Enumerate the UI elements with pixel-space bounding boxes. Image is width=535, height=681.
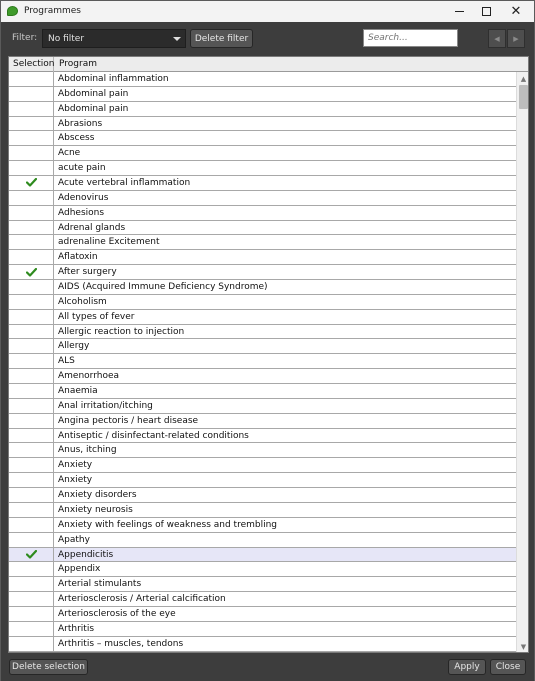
column-header-selection[interactable]: Selection: [9, 57, 54, 72]
program-name-cell: Abdominal pain: [58, 103, 129, 114]
selection-cell[interactable]: [9, 339, 54, 353]
table-row[interactable]: [9, 562, 516, 577]
selection-cell[interactable]: [9, 577, 54, 591]
minimize-button[interactable]: [446, 1, 472, 22]
window-title: Programmes: [24, 6, 81, 16]
program-name-cell: Arteriosclerosis of the eye: [58, 608, 176, 619]
table-row[interactable]: [9, 325, 516, 340]
selection-cell[interactable]: [9, 325, 54, 339]
selection-cell[interactable]: [9, 503, 54, 517]
scroll-down-button[interactable]: [517, 640, 529, 653]
selection-cell[interactable]: [9, 533, 54, 547]
selection-cell[interactable]: [9, 562, 54, 576]
selection-cell[interactable]: [9, 280, 54, 294]
program-name-cell: adrenaline Excitement: [58, 237, 160, 248]
program-name-cell: Abdominal inflammation: [58, 74, 169, 84]
selection-cell[interactable]: [9, 399, 54, 413]
program-name-cell: Arthritis – muscles, tendons: [58, 638, 184, 649]
program-name-cell: Acute vertebral inflammation: [58, 178, 191, 189]
close-button[interactable]: Close: [490, 659, 526, 675]
selection-cell[interactable]: [9, 235, 54, 249]
table-row[interactable]: [9, 592, 516, 607]
program-name-cell: All types of fever: [58, 311, 135, 322]
program-name-cell: Adhesions: [58, 207, 105, 218]
program-name-cell: Acne: [58, 148, 81, 159]
program-name-cell: Arthritis: [58, 623, 95, 634]
arrow-up-icon: ▲: [520, 74, 527, 83]
table-row[interactable]: [9, 161, 516, 176]
dialog-footer: [1, 654, 534, 681]
selection-cell[interactable]: [9, 443, 54, 457]
table-row[interactable]: [9, 443, 516, 458]
program-name-cell: Anxiety with feelings of weakness and trembling: [58, 519, 278, 530]
selection-cell[interactable]: [9, 146, 54, 160]
table-row[interactable]: [9, 622, 516, 637]
table-row[interactable]: [9, 221, 516, 236]
table-row[interactable]: [9, 72, 516, 87]
apply-button[interactable]: Apply: [448, 659, 486, 675]
table-row[interactable]: [9, 414, 516, 429]
table-row[interactable]: [9, 235, 516, 250]
selection-cell[interactable]: [9, 161, 54, 175]
table-row[interactable]: [9, 533, 516, 548]
program-name-cell: Alcoholism: [58, 296, 107, 307]
delete-filter-button[interactable]: Delete filter: [190, 29, 253, 48]
selection-cell[interactable]: [9, 354, 54, 368]
close-icon: ✕: [510, 4, 522, 19]
program-name-cell: Anxiety: [58, 475, 93, 486]
selection-cell[interactable]: [9, 458, 54, 472]
program-name-cell: Aflatoxin: [58, 252, 98, 263]
search-prev-button[interactable]: [488, 29, 506, 48]
selection-cell[interactable]: [9, 473, 54, 487]
table-row[interactable]: [9, 429, 516, 444]
program-name-cell: Anxiety: [58, 460, 93, 471]
table-body: [9, 72, 516, 652]
table-row[interactable]: [9, 191, 516, 206]
program-name-cell: Allergy: [58, 341, 90, 352]
program-name-cell: Anxiety disorders: [58, 490, 137, 501]
arrow-down-icon: ▼: [520, 642, 527, 651]
selection-cell[interactable]: [9, 87, 54, 101]
program-name-cell: Adrenal glands: [58, 222, 126, 233]
scrollbar-thumb[interactable]: [519, 85, 528, 109]
selection-cell[interactable]: [9, 414, 54, 428]
table-row[interactable]: [9, 280, 516, 295]
selection-cell[interactable]: [9, 131, 54, 145]
program-name-cell: Angina pectoris / heart disease: [58, 415, 199, 426]
maximize-icon: [482, 7, 491, 16]
program-name-cell: Apathy: [58, 534, 90, 545]
filter-dropdown[interactable]: [42, 29, 186, 48]
filter-label: Filter:: [12, 33, 38, 43]
table-row[interactable]: [9, 607, 516, 622]
program-name-cell: Anus, itching: [58, 445, 117, 456]
program-name-cell: Arteriosclerosis / Arterial calcification: [58, 594, 226, 605]
selection-cell[interactable]: [9, 310, 54, 324]
table-row[interactable]: [9, 637, 516, 652]
table-row[interactable]: [9, 369, 516, 384]
program-name-cell: Appendix: [58, 564, 101, 575]
program-name-cell: After surgery: [58, 267, 117, 278]
table-row[interactable]: [9, 473, 516, 488]
program-name-cell: Amenorrhoea: [58, 371, 120, 382]
program-name-cell: Arterial stimulants: [58, 579, 142, 590]
program-name-cell: Abrasions: [58, 118, 103, 129]
app-leaf-icon: [7, 6, 18, 16]
program-name-cell: Abscess: [58, 133, 95, 144]
selection-cell[interactable]: [9, 369, 54, 383]
selection-cell[interactable]: [9, 72, 54, 86]
checkmark-icon: [26, 550, 37, 559]
checkmark-icon: [26, 268, 37, 277]
selection-cell[interactable]: [9, 295, 54, 309]
selection-cell[interactable]: [9, 250, 54, 264]
table-row[interactable]: [9, 577, 516, 592]
program-name-cell: AIDS (Acquired Immune Deficiency Syndrome): [58, 282, 268, 293]
arrow-left-icon: ◀: [494, 34, 500, 43]
table-row[interactable]: [9, 87, 516, 102]
selection-cell[interactable]: [9, 637, 54, 651]
chevron-down-icon: [173, 37, 181, 41]
selection-cell[interactable]: [9, 607, 54, 621]
selection-cell[interactable]: [9, 176, 54, 190]
arrow-right-icon: ▶: [513, 34, 519, 43]
selection-cell[interactable]: [9, 384, 54, 398]
selection-cell[interactable]: [9, 592, 54, 606]
program-name-cell: ALS: [58, 356, 75, 367]
table-row[interactable]: [9, 384, 516, 399]
program-name-cell: Allergic reaction to injection: [58, 326, 185, 337]
selection-cell[interactable]: [9, 548, 54, 562]
title-bar[interactable]: [1, 1, 534, 22]
table-row[interactable]: [9, 206, 516, 221]
table-row[interactable]: [9, 399, 516, 414]
table-row[interactable]: [9, 548, 516, 563]
selection-cell[interactable]: [9, 191, 54, 205]
table-row[interactable]: [9, 518, 516, 533]
table-row[interactable]: [9, 503, 516, 518]
minimize-icon: [455, 11, 464, 12]
program-name-cell: Anxiety neurosis: [58, 504, 133, 515]
programmes-table: [8, 56, 529, 653]
table-row[interactable]: [9, 146, 516, 161]
table-row[interactable]: [9, 339, 516, 354]
table-row[interactable]: [9, 250, 516, 265]
selection-cell[interactable]: [9, 117, 54, 131]
table-row[interactable]: [9, 310, 516, 325]
close-window-button[interactable]: [503, 1, 529, 22]
table-row[interactable]: [9, 102, 516, 117]
filter-toolbar: [1, 22, 534, 55]
table-row[interactable]: [9, 354, 516, 369]
filter-dropdown-value: No filter: [48, 34, 85, 44]
selection-cell[interactable]: [9, 518, 54, 532]
table-row[interactable]: [9, 176, 516, 191]
table-row[interactable]: [9, 117, 516, 132]
program-name-cell: Appendicitis: [58, 549, 114, 560]
column-header-program[interactable]: Program: [59, 59, 97, 69]
table-row[interactable]: [9, 488, 516, 503]
table-row[interactable]: [9, 265, 516, 280]
program-name-cell: Antiseptic / disinfectant-related conditions: [58, 430, 249, 441]
selection-cell[interactable]: [9, 206, 54, 220]
selection-cell[interactable]: [9, 221, 54, 235]
selection-cell[interactable]: [9, 488, 54, 502]
search-input[interactable]: [363, 29, 458, 47]
table-row[interactable]: [9, 458, 516, 473]
program-name-cell: acute pain: [58, 163, 106, 174]
vertical-scrollbar[interactable]: [516, 72, 529, 653]
maximize-button[interactable]: [473, 1, 499, 22]
selection-cell[interactable]: [9, 265, 54, 279]
table-header: [9, 57, 529, 72]
program-name-cell: Anaemia: [58, 386, 98, 397]
selection-cell[interactable]: [9, 429, 54, 443]
table-row[interactable]: [9, 131, 516, 146]
program-name-cell: Abdominal pain: [58, 88, 129, 99]
selection-cell[interactable]: [9, 622, 54, 636]
search-next-button[interactable]: [507, 29, 525, 48]
delete-selection-button[interactable]: Delete selection: [9, 659, 88, 675]
program-name-cell: Anal irritation/itching: [58, 400, 153, 411]
scroll-up-button[interactable]: [517, 72, 529, 85]
program-name-cell: Adenovirus: [58, 192, 109, 203]
table-row[interactable]: [9, 295, 516, 310]
checkmark-icon: [26, 178, 37, 187]
selection-cell[interactable]: [9, 102, 54, 116]
